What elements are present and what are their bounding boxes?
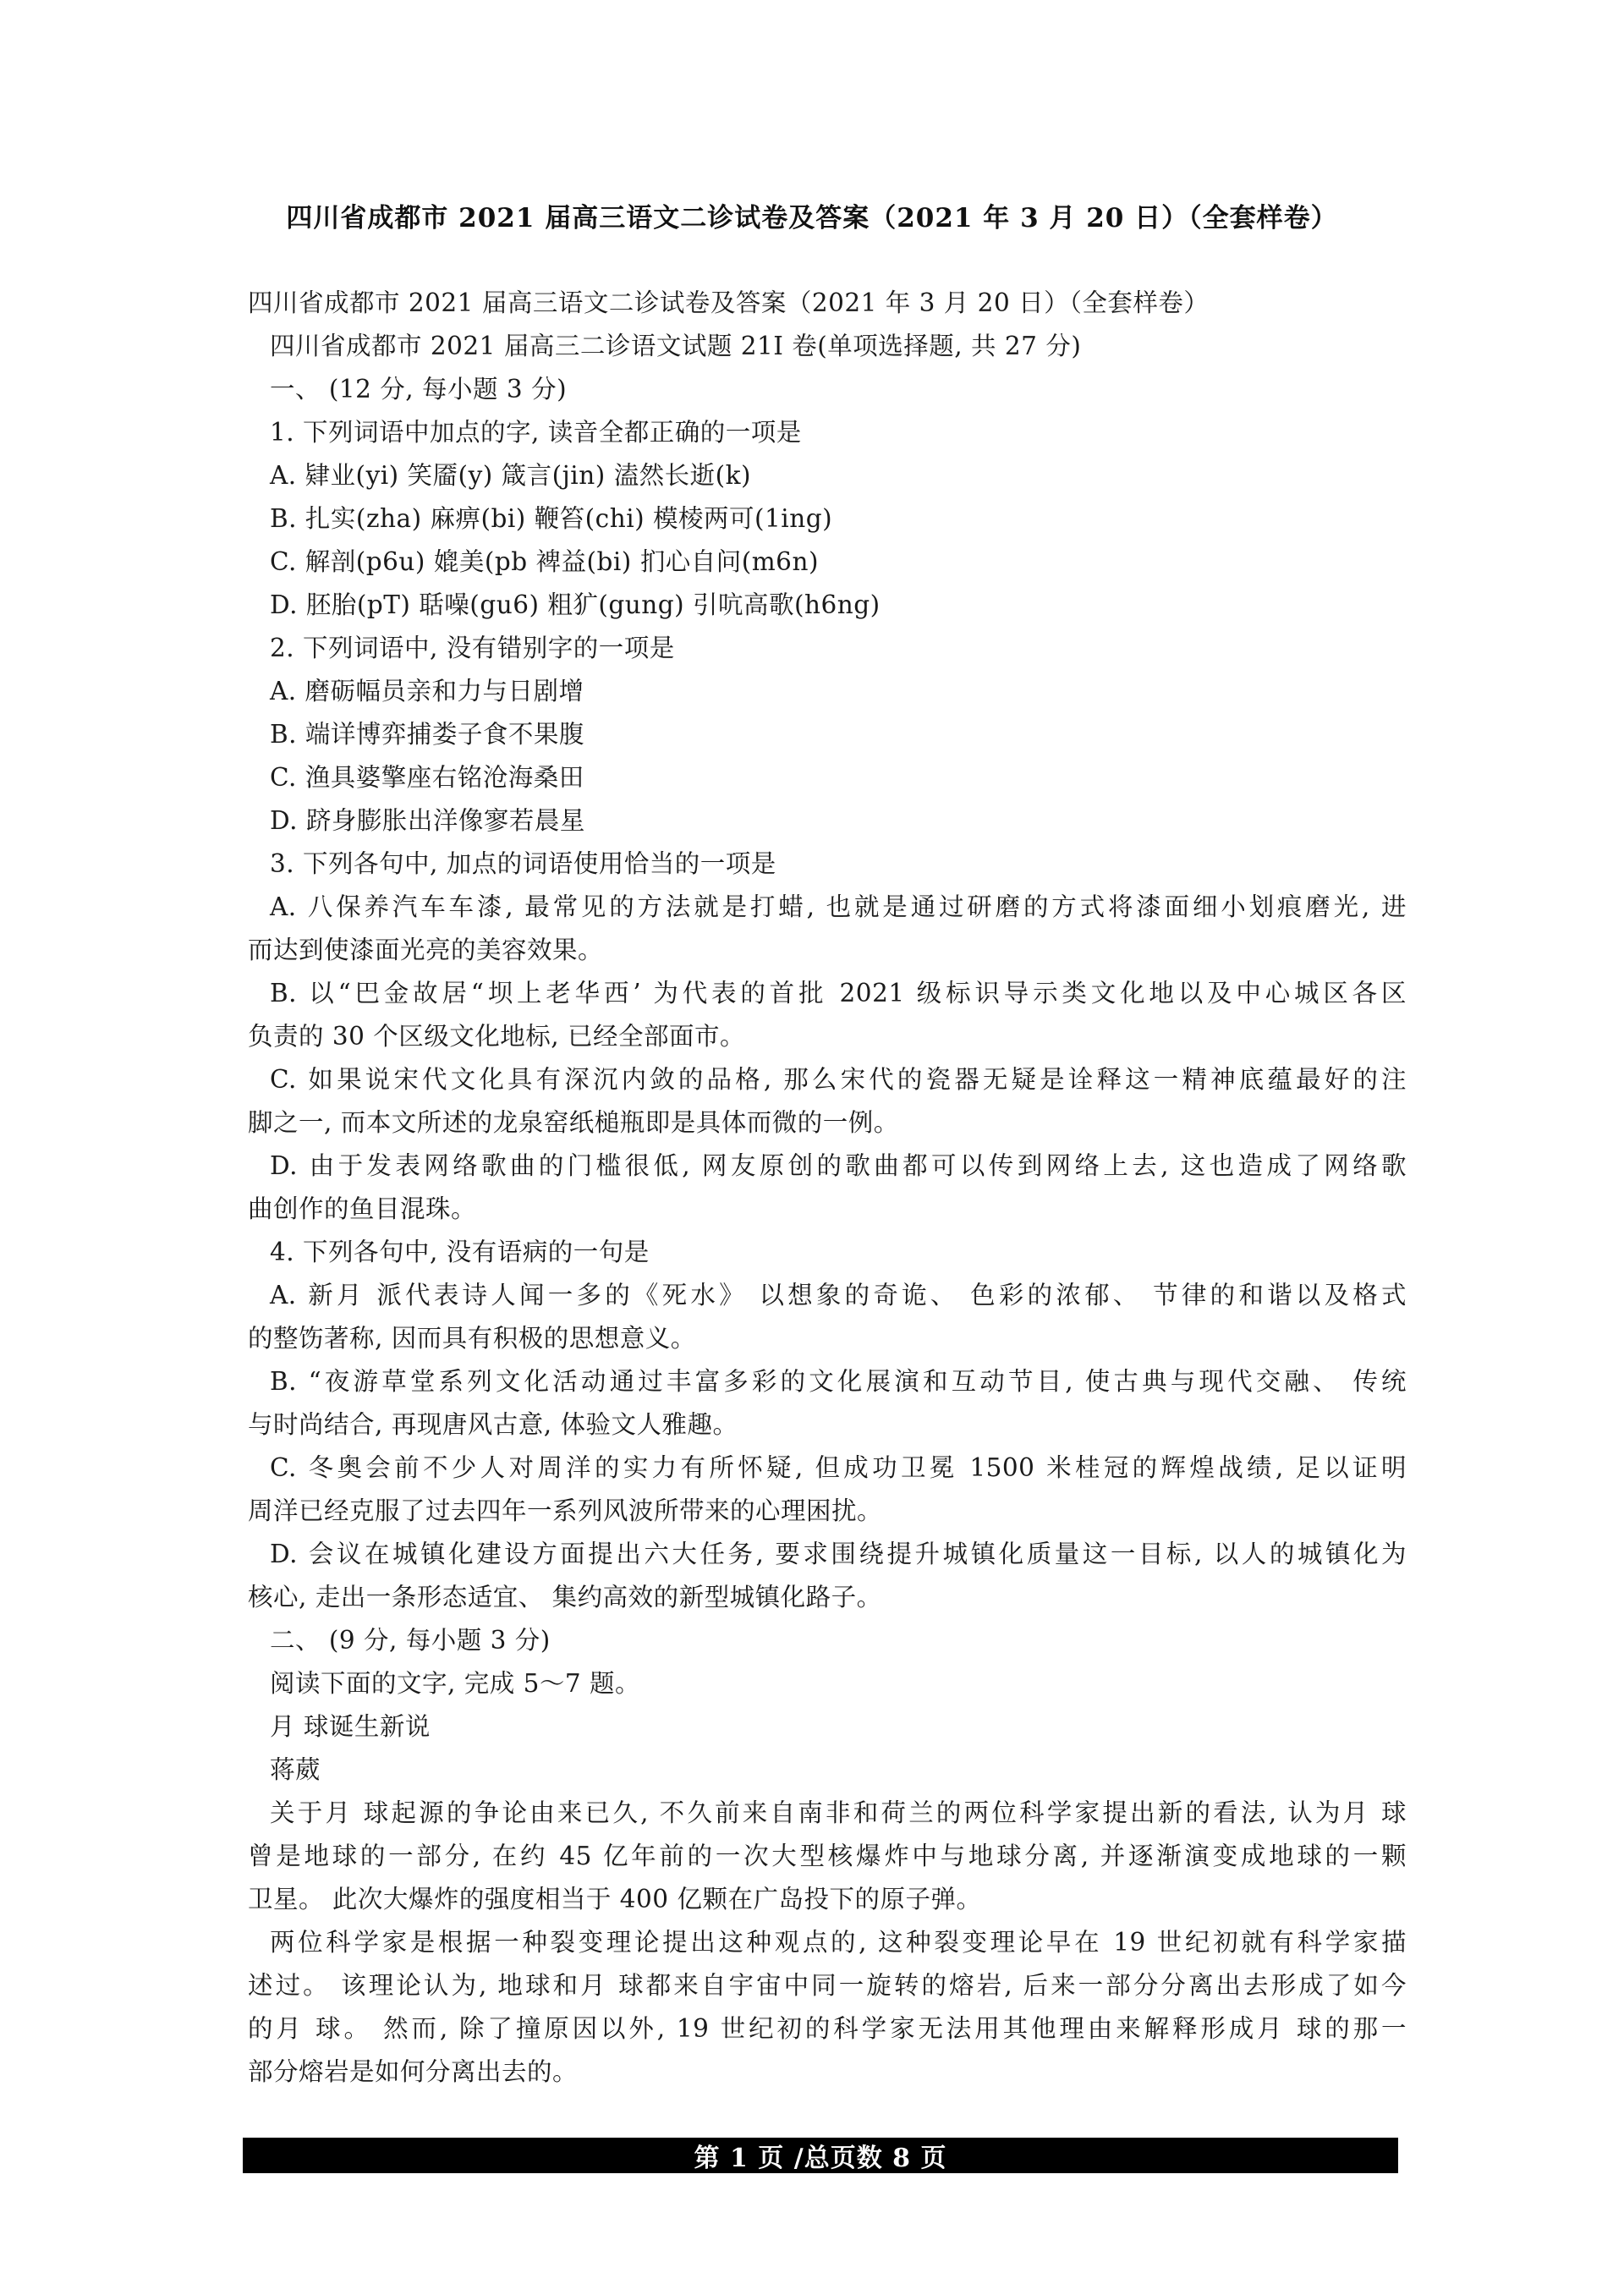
text-line: B. 扎实(zha) 麻痹(bi) 鞭笞(chi) 模棱两可(1ing) xyxy=(270,504,833,533)
text-line: D. 跻身膨胀出洋像寥若晨星 xyxy=(270,806,585,835)
page-title: 四川省成都市 2021 届高三语文二诊试卷及答案（2021 年 3 月 20 日）（全套样卷） xyxy=(286,203,1338,233)
text-line: 二、 (9 分, 每小题 3 分) xyxy=(270,1626,551,1655)
text-line: 2. 下列词语中, 没有错别字的一项是 xyxy=(270,634,675,662)
text-line: 四川省成都市 2021 届高三语文二诊试卷及答案（2021 年 3 月 20 日）（全套样卷） xyxy=(248,288,1210,317)
text-line: 曾是地球的一部分, 在约 45 亿年前的一次大型核爆炸中与地球分离, 并逐渐演变成地球的一颗 xyxy=(248,1842,1407,1870)
text-line: C. 解剖(p6u) 媲美(pb 裨益(bi) 扪心自问(m6n) xyxy=(270,547,819,576)
text-line: D. 会议在城镇化建设方面提出六大任务, 要求围绕提升城镇化质量这一目标, 以人的城镇化为 xyxy=(270,1540,1407,1568)
text-line: A. 新月 派代表诗人闻一多的《死水》 以想象的奇诡、 色彩的浓郁、 节律的和谐以及格式 xyxy=(270,1281,1407,1309)
text-line: 负责的 30 个区级文化地标, 已经全部面市。 xyxy=(248,1022,746,1051)
text-line: 一、 (12 分, 每小题 3 分) xyxy=(270,375,568,404)
text-line: 两位科学家是根据一种裂变理论提出这种观点的, 这种裂变理论早在 19 世纪初就有科学家描 xyxy=(270,1928,1407,1957)
text-line: 四川省成都市 2021 届高三二诊语文试题 21I 卷(单项选择题, 共 27 分) xyxy=(270,332,1082,360)
text-line: C. 冬奥会前不少人对周洋的实力有所怀疑, 但成功卫冕 1500 米桂冠的辉煌战绩, 足以证明 xyxy=(270,1453,1407,1482)
text-line: 的月 球。 然而, 除了撞原因以外, 19 世纪初的科学家无法用其他理由来解释形成月 球的那一 xyxy=(248,2014,1407,2043)
text-line: A. 肄业(yi) 笑靥(y) 箴言(jin) 溘然长逝(k) xyxy=(270,461,751,490)
text-line: 蒋葳 xyxy=(270,1755,321,1784)
text-line: 阅读下面的文字, 完成 5～7 题。 xyxy=(270,1669,641,1698)
text-line: 周洋已经克服了过去四年一系列风波所带来的心理困扰。 xyxy=(248,1496,883,1525)
document-body xyxy=(248,282,1407,2094)
text-line: B. “夜游草堂系列文化活动通过丰富多彩的文化展演和互动节目, 使古典与现代交融、 传统 xyxy=(270,1367,1407,1396)
text-line: 1. 下列词语中加点的字, 读音全都正确的一项是 xyxy=(270,418,802,447)
text-line: 卫星。 此次大爆炸的强度相当于 400 亿颗在广岛投下的原子弹。 xyxy=(248,1885,982,1913)
page-footer xyxy=(243,2138,1398,2173)
text-line: C. 渔具婆擎座右铭沧海桑田 xyxy=(270,763,584,792)
text-line: 曲创作的鱼目混珠。 xyxy=(248,1194,477,1223)
text-line: 月 球诞生新说 xyxy=(270,1712,431,1741)
text-line: 关于月 球起源的争论由来已久, 不久前来自南非和荷兰的两位科学家提出新的看法, 认为月 球 xyxy=(270,1798,1407,1827)
text-line: 核心, 走出一条形态适宜、 集约高效的新型城镇化路子。 xyxy=(248,1583,882,1611)
text-line: B. 以“巴金故居“坝上老华西’ 为代表的首批 2021 级标识导示类文化地以及中心城区各区 xyxy=(270,979,1407,1007)
text-line: A. 磨砺幅员亲和力与日剧增 xyxy=(270,677,584,706)
text-line: 3. 下列各句中, 加点的词语使用恰当的一项是 xyxy=(270,849,776,878)
text-line: 脚之一, 而本文所述的龙泉窑纸槌瓶即是具体而微的一例。 xyxy=(248,1108,899,1137)
text-line: D. 胚胎(pT) 聒噪(gu6) 粗犷(gung) 引吭高歌(h6ng) xyxy=(270,590,881,619)
text-line: A. 八保养汽车车漆, 最常见的方法就是打蜡, 也就是通过研磨的方式将漆面细小划痕磨光, 进 xyxy=(270,892,1407,921)
page-number: 第 1 页 /总页数 8 页 xyxy=(694,2144,947,2173)
text-line: C. 如果说宋代文化具有深沉内敛的品格, 那么宋代的瓷器无疑是诠释这一精神底蕴最好的注 xyxy=(270,1065,1407,1094)
text-line: 述过。 该理论认为, 地球和月 球都来自宇宙中同一旋转的熔岩, 后来一部分分离出去形成了如今 xyxy=(248,1971,1407,2000)
text-line: 而达到使漆面光亮的美容效果。 xyxy=(248,936,604,964)
text-line: 部分熔岩是如何分离出去的。 xyxy=(248,2057,579,2086)
text-line: 的整饬著称, 因而具有积极的思想意义。 xyxy=(248,1324,696,1353)
text-line: 与时尚结合, 再现唐风古意, 体验文人雅趣。 xyxy=(248,1410,738,1439)
text-line: D. 由于发表网络歌曲的门槛很低, 网友原创的歌曲都可以传到网络上去, 这也造成了网络歌 xyxy=(270,1151,1407,1180)
text-line: B. 端详博弈捕娄子食不果腹 xyxy=(270,720,584,749)
text-line: 4. 下列各句中, 没有语病的一句是 xyxy=(270,1238,650,1266)
